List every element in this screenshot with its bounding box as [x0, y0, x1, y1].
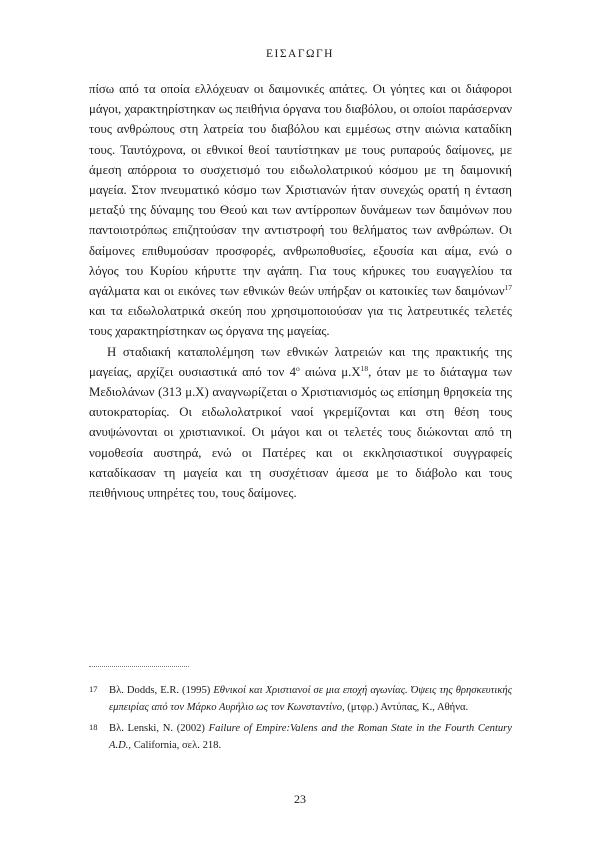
page-number: 23 — [294, 792, 306, 806]
footnote-publication: California, σελ. 218. — [131, 740, 222, 751]
paragraph-1-text-a: πίσω από τα οποία ελλόχευαν οι δαιμονικές απάτες. Οι γόητες και οι διάφοροι μάγοι, χαρακτηρίστηκαν ως πειθήνια όργανα του διαβόλου, οι οποίοι παράσερναν τους ανθρώπους στη λατρεία του διαβόλου και εμμέσως στην αιώνια καταδίκη τους. Ταυτόχρονα, οι εθνικοί θεοί ταυτίστηκαν με τους ρυπαρούς δαίμονες, με άμεση απόρροια το συσχετισμό του ειδωλολατρικού κόσμου με τη δαιμονική μαγεία. Στον πνευματικό κόσμο των Χριστιανών ήταν συνεχώς ορατή η ένταση μεταξύ της δύναμης του Θεού και των αντίρροπων δυνάμεων των δαιμόνων που παντοιοτρόπως επιζητούσαν την αντιστροφή του θελήματος των ανθρώπων. Οι δαίμονες επιθυμούσαν προσφορές, ανθρωποθυσίες, εξουσία και αίμα, ενώ ο λόγος του Κυρίου κήρυττε την αγάπη. Για τους κήρυκες του ευαγγελίου τα αγάλματα και οι εικόνες των εθνικών θεών υπήρξαν οι κατοικίες των δαιμόνων — [89, 82, 512, 299]
footnote-divider — [89, 666, 189, 667]
footnote-17 — [89, 682, 512, 716]
footnote-ref-17[interactable]: 17 — [504, 283, 512, 293]
footnote-number: 17 — [89, 684, 98, 694]
main-text — [89, 79, 512, 503]
footnote-author: Βλ. Dodds, E.R. (1995) — [109, 685, 214, 696]
footnotes — [89, 682, 512, 758]
paragraph-2-text-c: , όταν με το διάταγμα των Μεδιολάνων (313 μ.Χ) αναγνωρίζεται ο Χριστιανισμός ως επίσημη θρησκεία της αυτοκρατορίας. Οι ειδωλολατρικοί ναοί γκρεμίζονται και στη θέση τους ανυψώνονται οι χριστιανικοί. Οι μάγοι και οι τελετές τους διώκονται από τη νομοθεσία αυστηρά, ενώ οι Πατέρες και οι εκκλησιαστικοί συγγραφείς καταδίκασαν τη μαγεία και τη συσχέτισαν άμεσα με το διάβολο και τους πειθήνιους υπηρέτες του, τους δαίμονες. — [89, 364, 512, 501]
footnote-number: 18 — [89, 722, 98, 732]
running-header: ΕΙΣΑΓΩΓΗ — [265, 48, 334, 60]
footnote-text — [109, 720, 512, 754]
footnote-text — [109, 682, 512, 716]
footnote-ref-18[interactable]: 18 — [360, 363, 369, 373]
footnote-title: Failure of Empire:Valens and the Roman State in the Fourth Century A.D., — [109, 723, 513, 751]
ordinal-superscript: ο — [295, 363, 300, 373]
paragraph-2-text-b: αιώνα μ.Χ — [299, 364, 361, 379]
footnote-author: Βλ. Lenski, N. (2002) — [109, 723, 209, 734]
paragraph-2 — [89, 342, 512, 504]
footnote-publication: (μτφρ.) Αντύπας, Κ., Αθήνα. — [344, 702, 469, 713]
footnote-18 — [89, 720, 512, 754]
paragraph-1 — [89, 79, 512, 342]
paragraph-1-text-b: και τα ειδωλολατρικά σκεύη που χρησιμοποιούσαν για τις λατρευτικές τελετές τους χαρακτηρίστηκαν ως όργανα της μαγείας. — [89, 304, 512, 339]
footnote-title: Εθνικοί και Χριστιανοί σε μια εποχή αγωνίας. Όψεις της θρησκευτικής εμπειρίας από τον Μάρκο Αυρήλιο ως τον Κωνσταντίνο, — [109, 685, 512, 713]
paragraph-2-text-a: Η σταδιακή καταπολέμηση των εθνικών λατρειών και της πρακτικής της μαγείας, αρχίζει ουσιαστικά από τον 4 — [89, 344, 512, 379]
